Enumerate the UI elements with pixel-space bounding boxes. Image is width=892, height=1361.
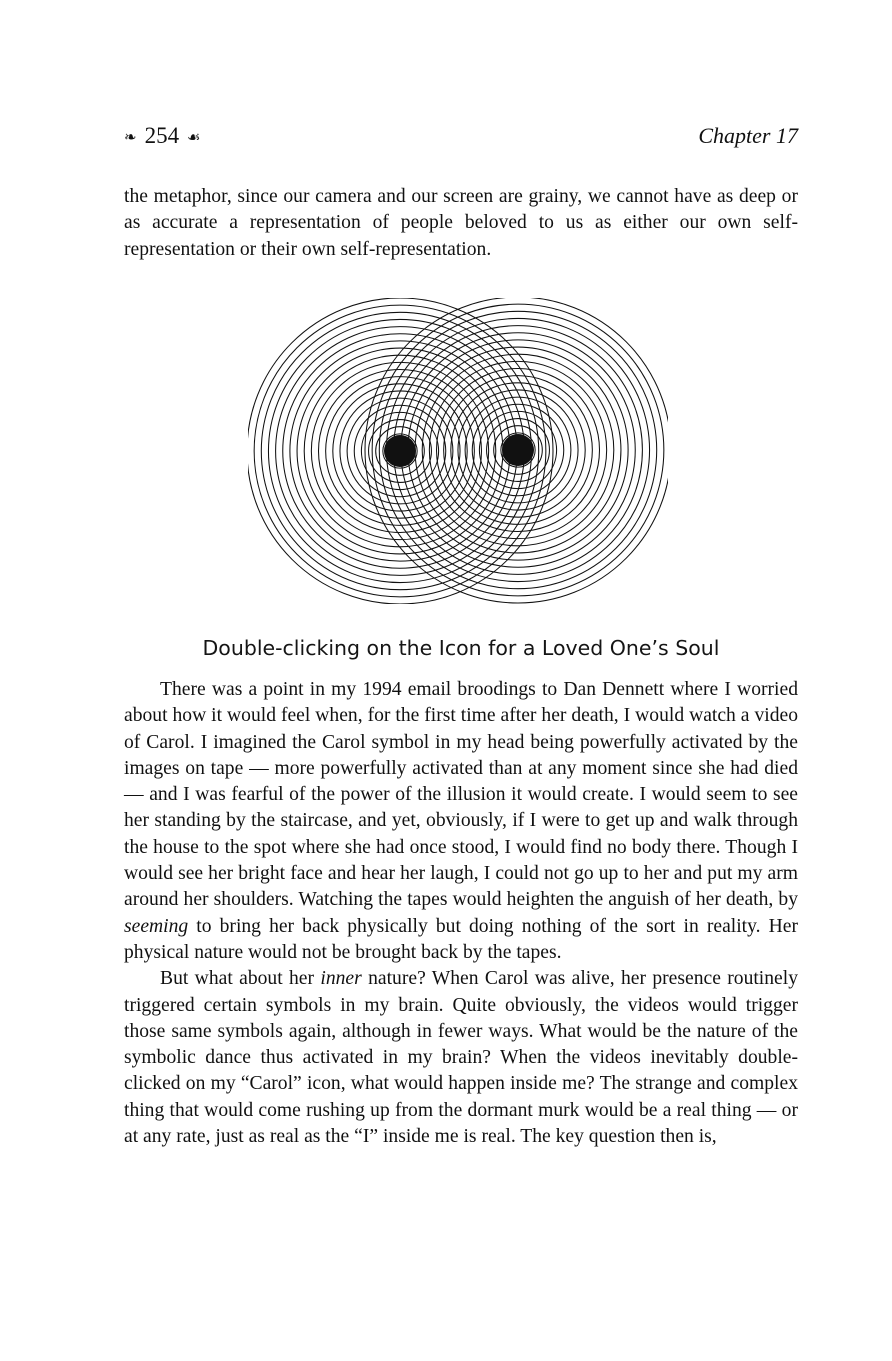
paragraph-1-emphasis: seeming [124,915,189,937]
folio [124,123,201,149]
running-head: Chapter 17 [698,123,798,148]
intro-text-block [124,184,798,263]
section-heading: Double-clicking on the Icon for a Loved One’s Soul [202,636,720,660]
page-number: 254 [144,123,180,148]
paragraph-2-emphasis: inner [320,968,362,990]
intro-paragraph: the metaphor, since our camera and our screen are grainy, we cannot have as deep or as accurate a representation of people beloved to us as either our own self-representation or their own self-representation. [124,186,798,260]
paragraph-2 [124,966,798,1150]
left-center-dot [384,435,416,467]
paragraph-1-part-b: to bring her back physically but doing nothing of the sort in reality. Her physical nature would not be brought back by the tapes. [124,915,798,963]
fleuron-left-icon: ❧ [124,128,137,146]
paragraph-2-part-b: nature? When Carol was alive, her presence routinely triggered certain symbols in my brain. Quite obviously, the videos would trigger those same symbols again, although in fewer ways. What would be the nature of the symbolic dance thus activated in my brain? When the videos inevitably double-clicked on my “Carol” icon, what would happen inside me? The strange and complex thing that would come rushing up from the dormant murk would be a real thing — or at any rate, just as real as the “I” inside me is real. The key question then is, [124,968,798,1148]
overlapping-rings-figure [248,298,668,604]
fleuron-right-icon: ☙ [187,128,201,146]
page-header [124,120,798,152]
paragraph-1-part-a: There was a point in my 1994 email broodings to Dan Dennett where I worried about how it would feel when, for the first time after her death, I would watch a video of Carol. I imagined the Carol symbol in my head being powerfully activated by the images on tape — more powerfully activated than at any moment since she had died — and I was fearful of the power of the illusion it would create. I would seem to see her standing by the staircase, and yet, obviously, if I were to get up and walk through the house to the spot where she had once stood, I would find no body there. Though I would see her bright face and hear her laugh, I could not go up to her and put my arm around her shoulders. Watching the tapes would heighten the anguish of her death, by [124,679,798,911]
paragraph-1 [124,677,798,966]
paragraph-2-part-a: But what about her [160,968,321,990]
right-center-dot [502,434,534,466]
body-text-block [124,677,798,1150]
